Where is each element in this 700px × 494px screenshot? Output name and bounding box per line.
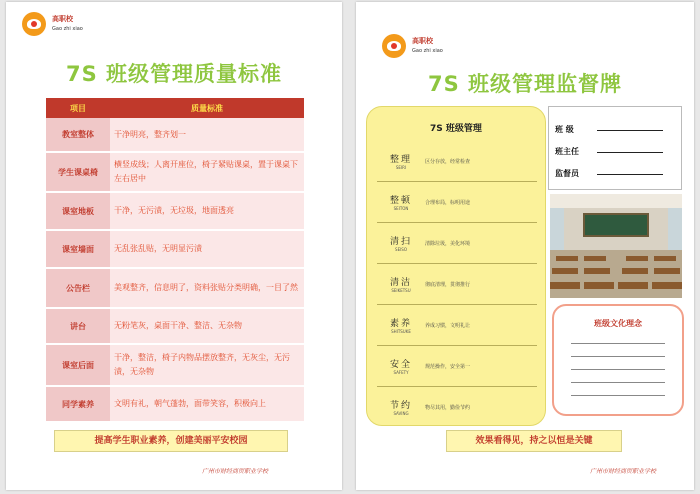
table-row: 学生课桌椅 横竖成线；人离开座位，椅子紧贴课桌，置于课桌下左右居中 xyxy=(46,152,304,192)
slogan-banner: 提高学生职业素养，创建美丽平安校园 xyxy=(54,430,288,452)
class-line xyxy=(597,128,663,131)
logo-en: Gao zhi xiao xyxy=(412,48,443,54)
culture-title: 班级文化理念 xyxy=(594,319,642,328)
page-title: 7S 班级管理质量标准 xyxy=(65,62,283,86)
table-row: 公告栏 美观整齐，信息明了，资料张贴分类明确，一目了然 xyxy=(46,268,304,308)
col-header-item: 项目 xyxy=(46,98,110,118)
supervisor-label: 监督员 xyxy=(555,169,579,178)
board-item-seiton: 整顿 SEITON 合理布局，标明用途 xyxy=(377,181,537,222)
table-row: 课室墙面 无乱张乱贴，无明显污渍 xyxy=(46,230,304,268)
management-board xyxy=(366,106,546,426)
culture-line xyxy=(571,382,665,383)
board-item-shitsuke: 素养 SHITSUKE 养成习惯，文明礼让 xyxy=(377,304,537,345)
table-row: 课室地板 干净，无污渍，无垃圾，地面透亮 xyxy=(46,192,304,230)
table-row: 同学素养 文明有礼，朝气蓬勃，面带笑容，积极向上 xyxy=(46,386,304,422)
board-item-seiri: 整理 SEIRI 区分存放，经常检查 xyxy=(389,155,471,170)
logo-icon xyxy=(22,12,46,36)
supervisor-line xyxy=(597,172,663,175)
board-item-seiso: 清扫 SEISO 清除垃圾，美化环境 xyxy=(377,222,537,263)
logo-en: Gao zhi xiao xyxy=(52,26,83,32)
school-logo xyxy=(22,12,83,36)
culture-line xyxy=(571,343,665,344)
culture-line xyxy=(571,356,665,357)
table-row: 课室后面 干净，整洁，椅子内物品摆放整齐，无灰尘，无污渍，无杂物 xyxy=(46,344,304,386)
col-header-standard: 质量标准 xyxy=(110,98,304,118)
page-title: 7S 班级管理监督牌 xyxy=(427,72,623,96)
slogan-banner: 效果看得见，持之以恒是关键 xyxy=(446,430,622,452)
culture-line xyxy=(571,369,665,370)
quality-standard-table xyxy=(46,98,304,423)
logo-cn: 高职校 xyxy=(52,15,73,23)
head-teacher-line xyxy=(597,150,663,153)
table-row: 讲台 无粉笔灰，桌面干净、整洁、无杂物 xyxy=(46,308,304,344)
culture-line xyxy=(571,395,665,396)
board-item-safety: 安全 SAFETY 规范操作，安全第一 xyxy=(377,345,537,386)
classroom-photo xyxy=(550,194,682,298)
school-name: 广州市财经商贸职业学校 xyxy=(202,468,269,475)
table-row: 教室整体 干净明亮，整齐划一 xyxy=(46,118,304,152)
school-logo xyxy=(382,34,443,58)
class-culture-box xyxy=(552,304,684,416)
board-item-seiketsu: 清洁 SEIKETSU 彻底清理，贯彻推行 xyxy=(377,263,537,304)
logo-cn: 高职校 xyxy=(412,37,433,45)
info-box xyxy=(548,106,682,190)
school-name: 广州市财经商贸职业学校 xyxy=(590,468,657,475)
right-page xyxy=(356,2,694,490)
board-item-saving: 节约 SAVING 物尽其用，勤俭节约 xyxy=(377,386,537,427)
board-title: 7S 班级管理 xyxy=(430,124,482,134)
logo-icon xyxy=(382,34,406,58)
class-label: 班 级 xyxy=(555,125,574,134)
left-page xyxy=(6,2,342,490)
head-teacher-label: 班主任 xyxy=(555,147,579,156)
